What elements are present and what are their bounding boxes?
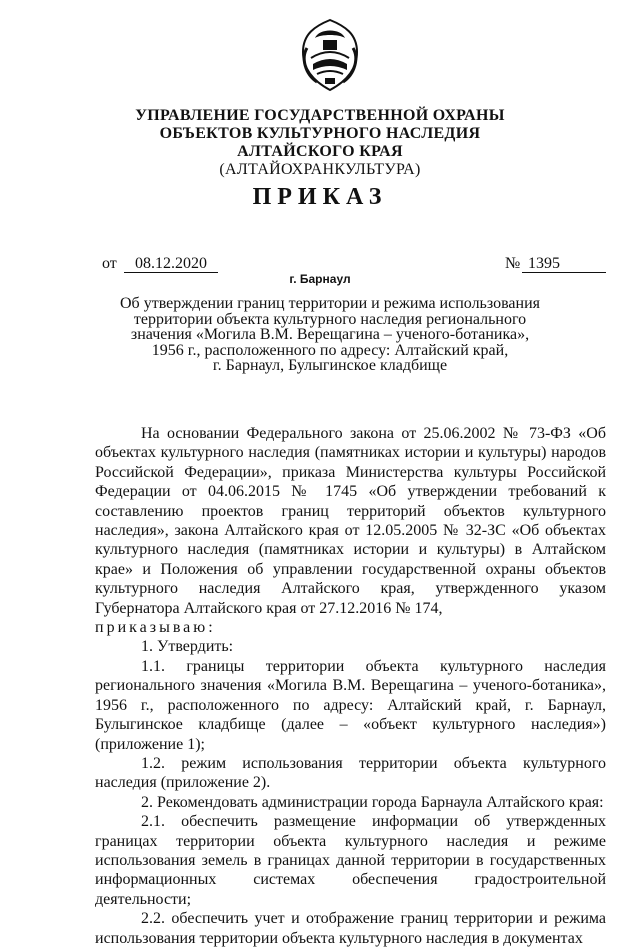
org-abbrev: (АЛТАЙОХРАНКУЛЬТУРА) bbox=[219, 161, 421, 178]
org-name-line-1: УПРАВЛЕНИЕ ГОСУДАРСТВЕННОЙ ОХРАНЫ bbox=[135, 107, 505, 124]
subject-line: г. Барнаул, Булыгинское кладбище bbox=[212, 357, 448, 374]
order-word: приказываю: bbox=[95, 619, 216, 637]
org-name-line-2: ОБЪЕКТОВ КУЛЬТУРНОГО НАСЛЕДИЯ bbox=[159, 125, 481, 142]
preamble-paragraph: На основании Федерального закона от 25.06.2002 № 73-ФЗ «Об объектах культурного наследия (памятниках истории и культуры) народов Российской Федерации», приказа Министерства культуры Российской Федерации от 04.06.2015 № 1745 «Об утверждении требований к составлению проектов границ территорий объектов культурного наследия», закона Алтайского края от 12.05.2005 № 32-ЗС «Об объектах культурного наследия (памятниках истории и культуры) в Алтайском крае» и Положения об управлении государственной охраны объектов культурного наследия Алтайского края, утвержденного указом Губернатора Алтайского края от 27.12.2016 № 174, bbox=[95, 425, 606, 617]
org-name-line-3: АЛТАЙСКОГО КРАЯ bbox=[237, 143, 403, 160]
order-number: 1395 bbox=[522, 255, 606, 273]
order-item: 1. Утвердить: bbox=[141, 638, 234, 656]
number-label: № bbox=[505, 255, 521, 272]
order-body bbox=[95, 424, 606, 948]
order-subject bbox=[110, 296, 550, 374]
subject-line: 1956 г., расположенного по адресу: Алтайский край, bbox=[151, 341, 509, 359]
subject-line: территории объекта культурного наследия регионального bbox=[133, 310, 527, 328]
subject-line: значения «Могила В.М. Верещагина – ученого-ботаника», bbox=[130, 326, 530, 343]
order-date: 08.12.2020 bbox=[124, 255, 218, 273]
subject-line: Об утверждении границ территории и режима использования bbox=[120, 295, 540, 312]
order-item: 2.1. обеспечить размещение информации об утвержденных границах территории объекта культурного наследия и режиме использования земель в границах данной территории в государственных информационных системах обеспечения градостроительной деятельности; bbox=[95, 813, 606, 908]
date-label: от bbox=[102, 255, 117, 272]
order-item: 1.2. режим использования территории объекта культурного наследия (приложение 2). bbox=[95, 754, 606, 792]
order-item: 2. Рекомендовать администрации города Барнаула Алтайского края: bbox=[141, 793, 604, 811]
order-item: 2.2. обеспечить учет и отображение границ территории и режима использования территории объекта культурного наследия в документах bbox=[95, 910, 606, 947]
document-title: ПРИКАЗ bbox=[252, 184, 388, 210]
coat-of-arms-icon bbox=[295, 18, 365, 92]
order-item: 1.1. границы территории объекта культурного наследия регионального значения «Могила В.М. Верещагина – ученого-ботаника», 1956 г., расположенного по адресу: Алтайский край, г. Барнаул, Булыгинское кладбище (далее – «объект культурного наследия») (приложение 1); bbox=[95, 657, 606, 753]
city: г. Барнаул bbox=[289, 272, 351, 286]
